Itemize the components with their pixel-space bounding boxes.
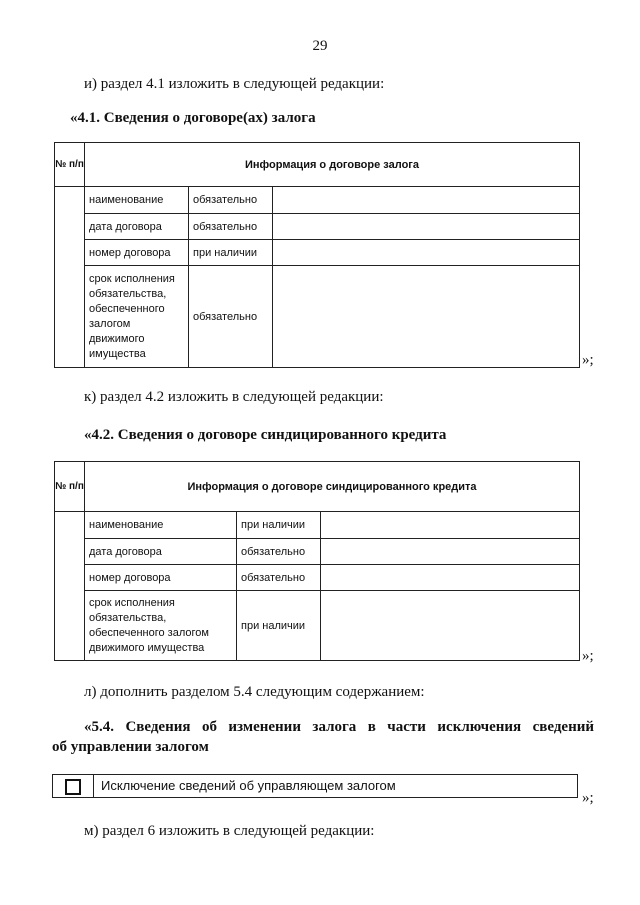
section-4-2-table <box>54 461 580 661</box>
closing-quote: »; <box>582 790 594 806</box>
item-i-text: и) раздел 4.1 изложить в следующей редакции: <box>84 76 385 92</box>
item-m-text: м) раздел 6 изложить в следующей редакции: <box>84 823 375 839</box>
exclusion-checkbox-row <box>52 774 578 798</box>
section-4-1-table <box>54 142 580 368</box>
col-num-header: № п/п <box>55 462 85 512</box>
row-number-cell <box>55 187 85 368</box>
field-requirement-cell: обязательно <box>237 565 321 591</box>
field-name-cell: наименование <box>85 187 189 214</box>
col-info-header: Информация о договоре залога <box>85 143 580 187</box>
field-name-cell: наименование <box>85 512 237 539</box>
col-num-header: № п/п <box>55 143 85 187</box>
field-value-cell <box>321 512 580 539</box>
section-5-4-title-line2: об управлении залогом <box>52 739 209 755</box>
field-value-cell <box>321 539 580 565</box>
closing-quote: »; <box>582 648 594 664</box>
field-value-cell <box>321 565 580 591</box>
field-name-cell: срок исполнения обязательства, обеспеченного залогом движимого имущества <box>85 266 189 368</box>
field-name-cell: дата договора <box>85 214 189 240</box>
item-l-text: л) дополнить разделом 5.4 следующим содержанием: <box>84 684 425 700</box>
item-k-text: к) раздел 4.2 изложить в следующей редакции: <box>84 389 384 405</box>
field-value-cell <box>321 591 580 661</box>
checkbox-label: Исключение сведений об управляющем залогом <box>101 778 396 793</box>
col-info-header: Информация о договоре синдицированного кредита <box>85 462 580 512</box>
field-name-cell: срок исполнения обязательства, обеспеченного залогом движимого имущества <box>85 591 237 661</box>
checkbox-cell <box>53 775 94 797</box>
field-name-cell: номер договора <box>85 565 237 591</box>
field-requirement-cell: при наличии <box>189 240 273 266</box>
field-name-cell: номер договора <box>85 240 189 266</box>
row-number-cell <box>55 512 85 661</box>
section-5-4-title-line1: «5.4. Сведения об изменении залога в части исключения сведений <box>84 719 594 735</box>
field-name-cell: дата договора <box>85 539 237 565</box>
field-value-cell <box>273 187 580 214</box>
field-requirement-cell: при наличии <box>237 512 321 539</box>
section-4-1-title: «4.1. Сведения о договоре(ах) залога <box>70 110 316 126</box>
field-value-cell <box>273 214 580 240</box>
section-4-2-title: «4.2. Сведения о договоре синдицированного кредита <box>84 427 447 443</box>
field-requirement-cell: обязательно <box>189 266 273 368</box>
field-requirement-cell: обязательно <box>189 187 273 214</box>
field-value-cell <box>273 240 580 266</box>
field-requirement-cell: обязательно <box>237 539 321 565</box>
field-requirement-cell: обязательно <box>189 214 273 240</box>
closing-quote: »; <box>582 352 594 368</box>
field-requirement-cell: при наличии <box>237 591 321 661</box>
page-number: 29 <box>312 38 328 54</box>
exclusion-checkbox[interactable] <box>65 779 81 795</box>
field-value-cell <box>273 266 580 368</box>
